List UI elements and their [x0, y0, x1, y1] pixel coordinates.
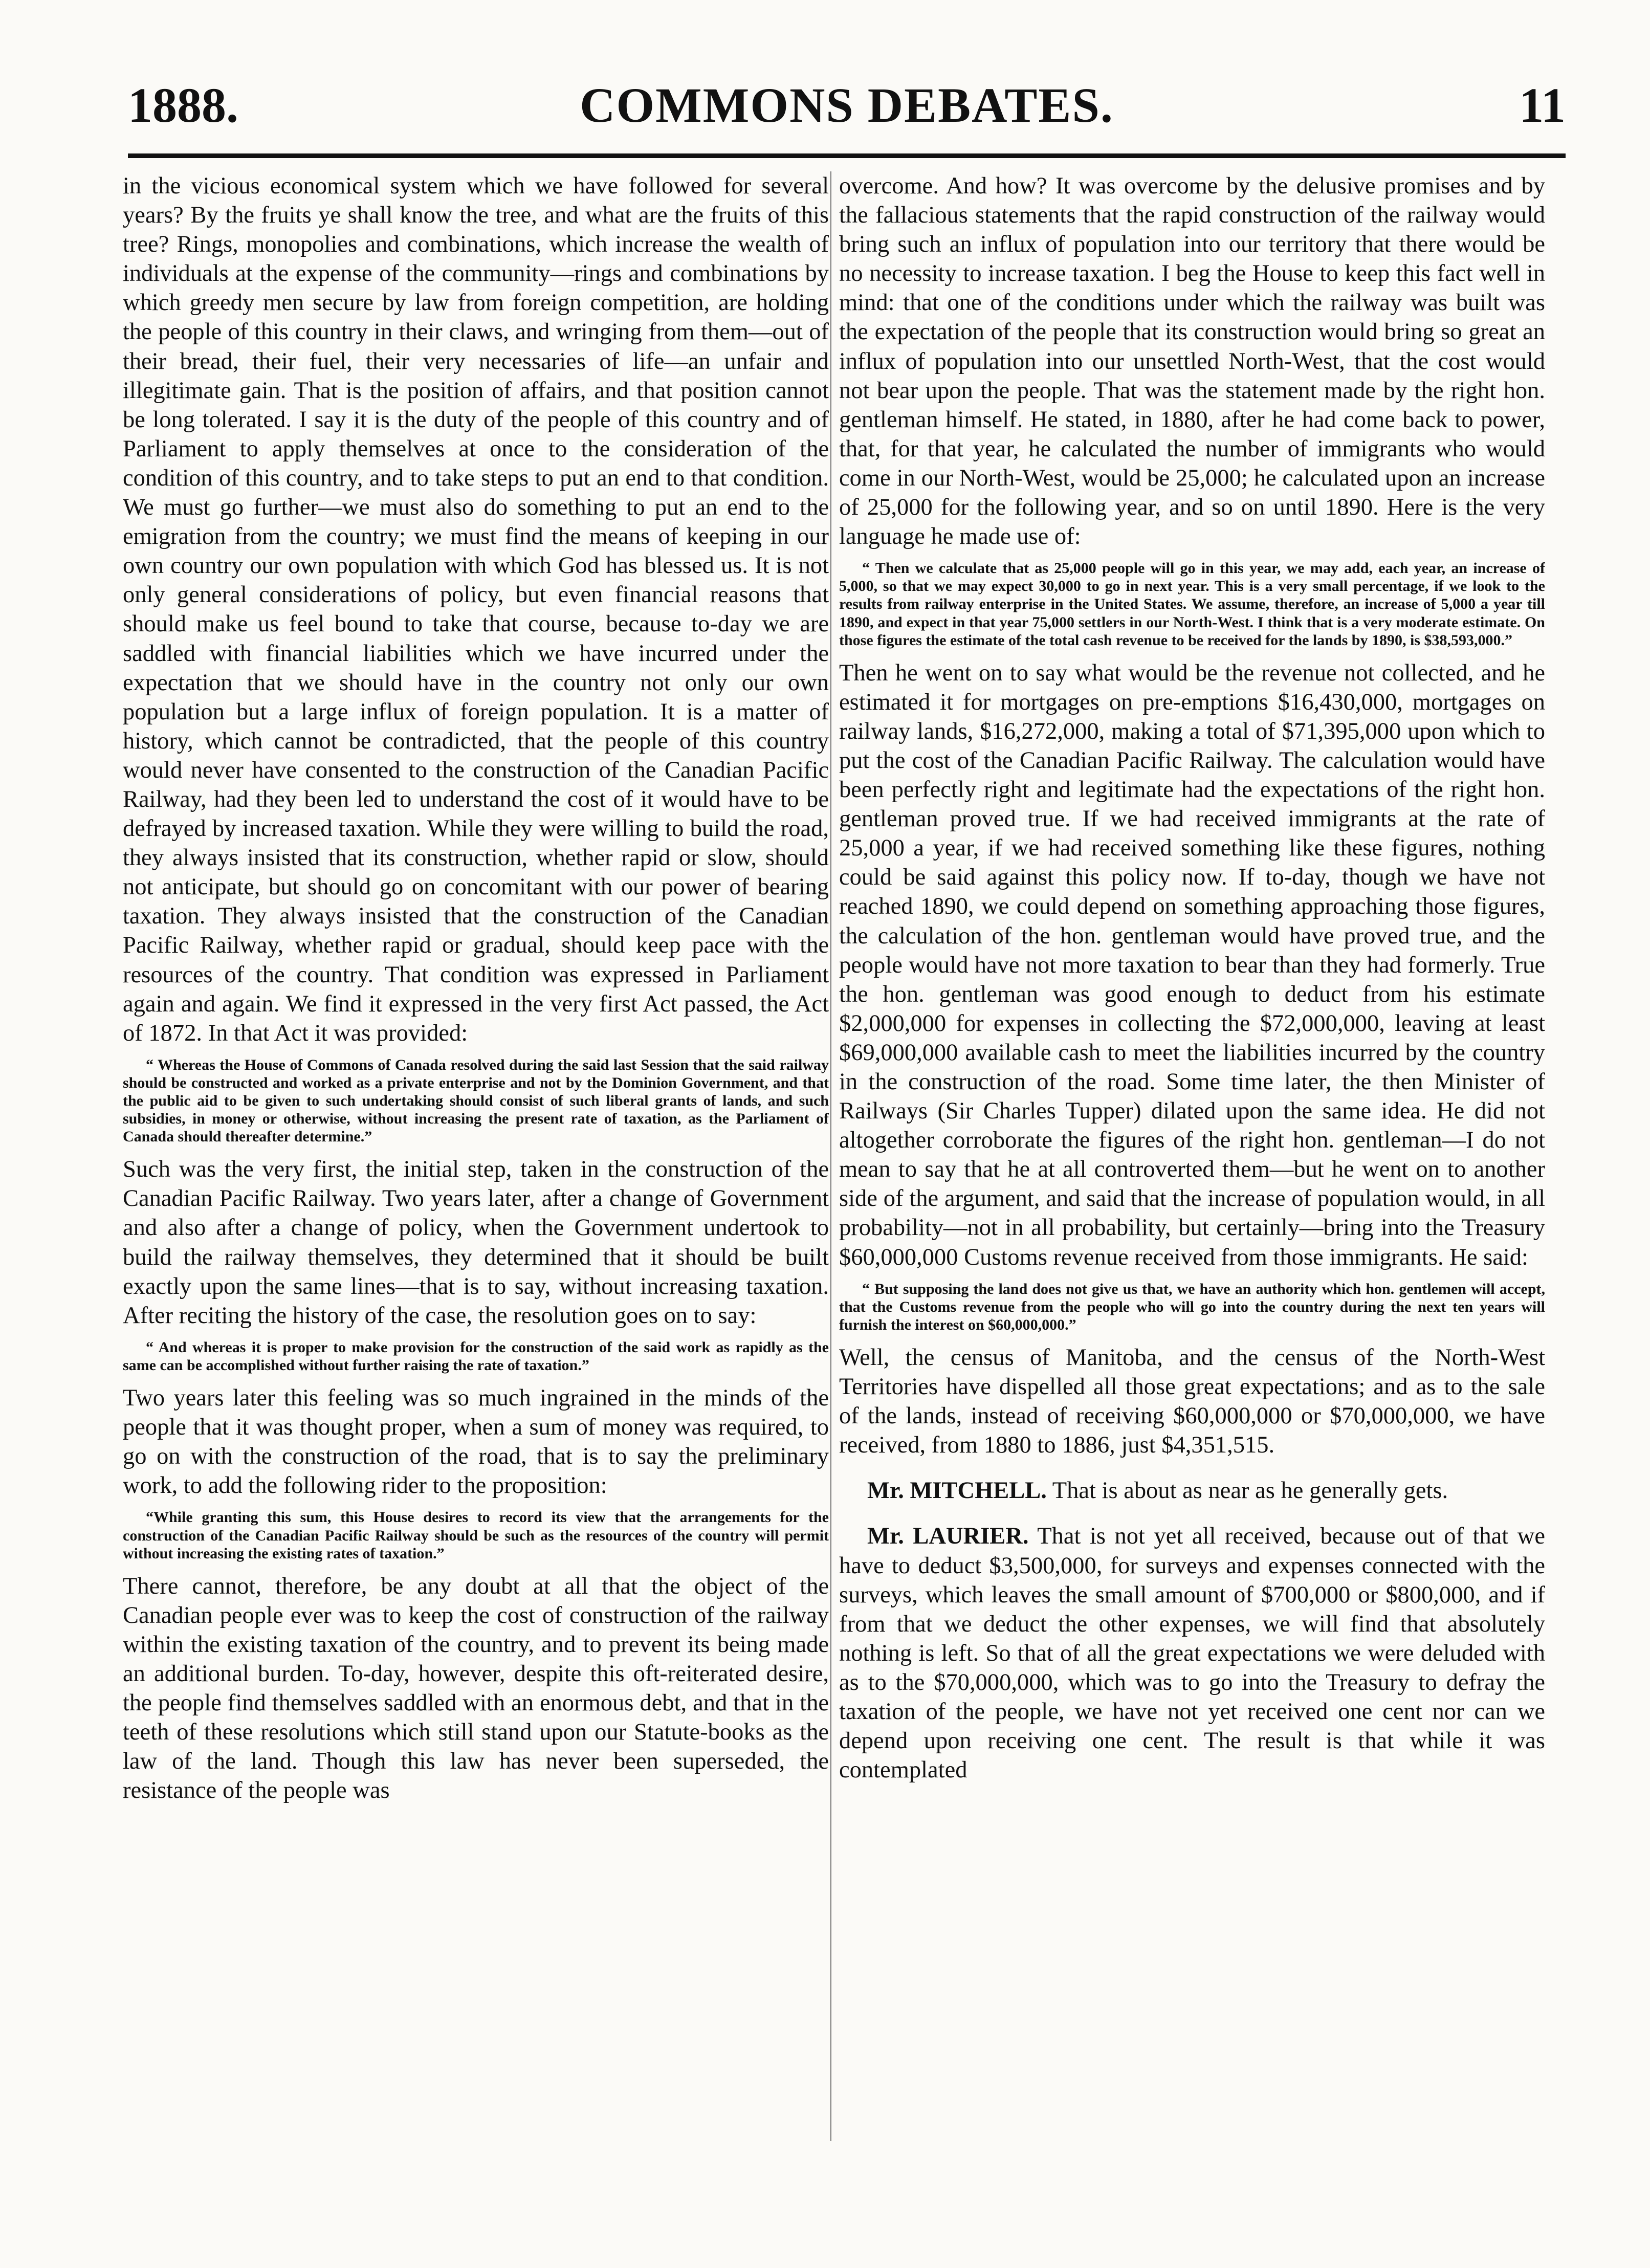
header-title: COMMONS DEBATES.: [580, 78, 1114, 133]
speech-mitchell: [839, 1476, 1545, 1505]
speech-text: That is not yet all received, because out of that we have to deduct $3,500,000, for surveys and expenses connected with the surveys, which leaves the small amount of $700,000 or $800,000, and if from that we deduct the other expenses, we will find that absolutely nothing is left. So that of all the great expectations we were deluded with as to the $70,000,000, which was to go into the Treasury to defray the taxation of the people, we have not yet received one cent nor can we depend upon receiving one cent. The result is that while it was contemplated: [839, 1523, 1545, 1783]
paragraph: There cannot, therefore, be any doubt at all that the object of the Canadian people ever was to keep the cost of construction of the railway within the existing taxation of the country, and to prevent its being made an additional burden. To-day, however, despite this oft-reiterated desire, the people find themselves saddled with an enormous debt, and that in the teeth of these resolutions which still stand upon our Statute-books as the law of the land. Though this law has never been superseded, the resistance of the people was: [123, 1573, 829, 1804]
quotation: “ Then we calculate that as 25,000 people will go in this year, we may add, each year, an increase of 5,000, so that we may expect 30,000 to go in next year. This is a very small percentage, if we look to the results from railway enterprise in the United States. We assume, therefore, an increase of 5,000 a year till 1890, and expect in that year 75,000 settlers in our North-West. I think that is a very moderate estimate. On those figures the estimate of the total cash revenue to be received for the lands by 1890, is $38,593,000.”: [839, 560, 1545, 649]
speaker-name: Mr. LAURIER.: [867, 1523, 1029, 1550]
page-header: [128, 77, 1566, 138]
paragraph: Well, the census of Manitoba, and the census of the North-West Territories have dispelled all those great expectations; and as to the sale of the lands, instead of receiving $60,000,000 or $70,000,000, we have received, from 1880 to 1886, just $4,351,515.: [839, 1344, 1545, 1459]
paragraph: Such was the very first, the initial step, taken in the construction of the Canadian Pacific Railway. Two years later, after a change of Government and also after a change of policy, when the Government undertook to build the railway themselves, they determined that it should be built exactly upon the same lines—that is to say, without increasing taxation. After reciting the history of the case, the resolution goes on to say:: [123, 1156, 829, 1329]
paragraph: overcome. And how? It was overcome by the delusive promises and by the fallacious statements that the rapid construction of the railway would bring such an influx of population into our territory that there would be no necessity to increase taxation. I beg the House to keep this fact well in mind: that one of the conditions under which the railway was built was the expectation of the people that its construction would bring so great an influx of population into our unsettled North-West, that the cost would not bear upon the people. That was the statement made by the right hon. gentleman himself. He stated, in 1880, after he had come back to power, that, for that year, he calculated the number of immigrants who would come in our North-West, would be 25,000; he calculated upon an increase of 25,000 for the following year, and so on until 1890. Here is the very language he made use of:: [839, 173, 1545, 550]
quotation: “ But supposing the land does not give us that, we have an authority which hon. gentlemen will accept, that the Customs revenue from the people who will go into the country during the next ten years will furnish the interest on $60,000,000.”: [839, 1280, 1545, 1333]
quotation: “ And whereas it is proper to make provision for the construction of the said work as rapidly as the same can be accomplished without further raising the rate of taxation.”: [123, 1338, 829, 1374]
quotation: “ Whereas the House of Commons of Canada resolved during the said last Session that the said railway should be constructed and worked as a private enterprise and not by the Dominion Government, and that the public aid to be given to such undertaking should consist of such liberal grants of lands, and such subsidies, in money or otherwise, without increasing the present rate of taxation, as the Parliament of Canada should thereafter determine.”: [123, 1056, 829, 1146]
paragraph: Then he went on to say what would be the revenue not collected, and he estimated it for mortgages on pre-emptions $16,430,000, mortgages on railway lands, $16,272,000, making a total of $71,395,000 upon which to put the cost of the Canadian Pacific Railway. The calculation would have been perfectly right and legitimate had the expectations of the right hon. gentleman proved true. If we had received immigrants at the rate of 25,000 a year, if we had received something like these figures, nothing could be said against this policy now. If to-day, though we have not reached 1890, we could depend on something approaching those figures, the calculation of the hon. gentleman would have proved true, and the people would have not more taxation to bear than they had formerly. True the hon. gentleman was good enough to deduct from his estimate $2,000,000 for expenses in collecting the $72,000,000, leaving at least $69,000,000 available cash to meet the liabilities incurred by the country in the construction of the road. Some time later, the then Minister of Railways (Sir Charles Tupper) dilated upon the same idea. He did not altogether corroborate the figures of the right hon. gentleman—I do not mean to say that he at all controverted them—but he went on to another side of the argument, and said that the increase of population would, in all probability—not in all probability, but certainly—bring into the Treasury $60,000,000 Customs revenue received from those immigrants. He said:: [839, 659, 1545, 1270]
header-rule: [128, 153, 1566, 158]
speech-text: That is about as near as he generally gets.: [1052, 1478, 1448, 1504]
column-divider: [830, 171, 831, 2141]
header-page-number: 11: [1519, 78, 1566, 133]
speech-laurier: [839, 1522, 1545, 1785]
speaker-name: Mr. MITCHELL.: [867, 1478, 1047, 1504]
header-year: 1888.: [128, 78, 238, 133]
quotation: “While granting this sum, this House desires to record its view that the arrangements for the construction of the Canadian Pacific Railway should be such as the resources of the country will permit without increasing the existing rates of taxation.”: [123, 1509, 829, 1562]
paragraph: Two years later this feeling was so much ingrained in the minds of the people that it was thought proper, when a sum of money was required, to go on with the construction of the road, that is to say the preliminary work, to add the following rider to the proposition:: [123, 1385, 829, 1499]
paragraph: in the vicious economical system which we have followed for several years? By the fruits ye shall know the tree, and what are the fruits of this tree? Rings, monopolies and combinations, which increase the wealth of individuals at the expense of the community—rings and combinations by which greedy men secure by law from foreign competition, are holding the people of this country in their claws, and wringing from them—out of their bread, their fuel, their very necessaries of life—an unfair and illegitimate gain. That is the position of affairs, and that position cannot be long tolerated. I say it is the duty of the people of this country and of Parliament to apply themselves at once to the consideration of the condition of this country, and to take steps to put an end to that condition. We must go further—we must also do something to put an end to the emigration from the country; we must find the means of keeping in our own country our own population with which God has blessed us. It is not only general considerations of policy, but even financial reasons that should make us feel bound to take that course, because to-day we are saddled with financial liabilities which we have incurred under the expectation that we should have in the country not only our own population but a large influx of foreign population. It is a matter of history, which cannot be contradicted, that the people of this country would never have consented to the construction of the Canadian Pacific Railway, had they been led to understand the cost of it would have to be defrayed by increased taxation. While they were willing to build the road, they always insisted that its construction, whether rapid or slow, should not anticipate, but should go on concomitant with our power of bearing taxation. They always insisted that the construction of the Canadian Pacific Railway, whether rapid or gradual, should keep pace with the resources of the country. That condition was expressed in Parliament again and again. We find it expressed in the very first Act passed, the Act of 1872. In that Act it was provided:: [123, 173, 829, 1046]
right-column: [839, 171, 1545, 2141]
left-column: [123, 171, 829, 2141]
